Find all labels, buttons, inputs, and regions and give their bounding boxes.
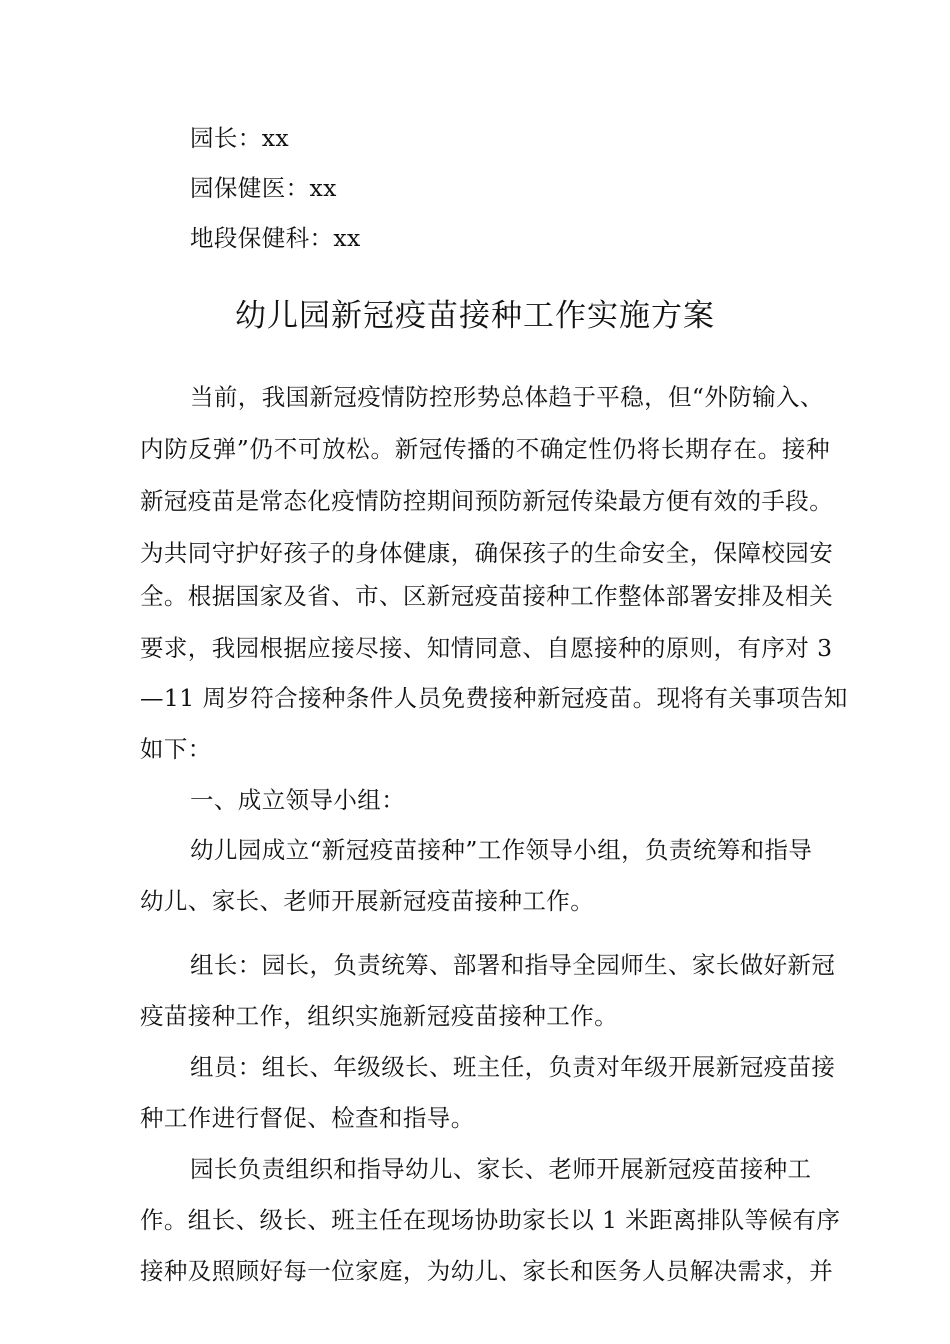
paragraph-line: 疫苗接种工作，组织实施新冠疫苗接种工作。 [140, 1002, 618, 1030]
paragraph-line: 当前，我国新冠疫情防控形势总体趋于平稳，但“外防输入、 [190, 383, 824, 411]
principal-line: 园长：xx [190, 124, 290, 152]
paragraph-line: 组员：组长、年级级长、班主任，负责对年级开展新冠疫苗接 [190, 1053, 836, 1081]
district-health-line: 地段保健科：xx [190, 224, 361, 252]
paragraph-line: 作。组长、级长、班主任在现场协助家长以 1 米距离排队等候有序 [140, 1206, 841, 1234]
paragraph-line: 全。根据国家及省、市、区新冠疫苗接种工作整体部署安排及相关 [140, 582, 834, 610]
paragraph-line: 接种及照顾好每一位家庭，为幼儿、家长和医务人员解决需求，并 [140, 1257, 834, 1285]
paragraph-line: 组长：园长，负责统筹、部署和指导全园师生、家长做好新冠 [190, 951, 836, 979]
health-doctor-line: 园保健医：xx [190, 174, 337, 202]
paragraph-line: 如下： [140, 735, 212, 763]
paragraph-line: 为共同守护好孩子的身体健康，确保孩子的生命安全，保障校园安 [140, 539, 834, 567]
document-title: 幼儿园新冠疫苗接种工作实施方案 [235, 298, 715, 334]
paragraph-line: 园长负责组织和指导幼儿、家长、老师开展新冠疫苗接种工 [190, 1155, 812, 1183]
paragraph-line: 内防反弹”仍不可放松。新冠传播的不确定性仍将长期存在。接种 [140, 435, 830, 463]
paragraph-line: —11 周岁符合接种条件人员免费接种新冠疫苗。现将有关事项告知 [140, 684, 848, 712]
paragraph-line: 幼儿园成立“新冠疫苗接种”工作领导小组，负责统筹和指导 [190, 836, 813, 864]
paragraph-line: 新冠疫苗是常态化疫情防控期间预防新冠传染最方便有效的手段。 [140, 487, 834, 515]
paragraph-line: 要求，我园根据应接尽接、知情同意、自愿接种的原则，有序对 3 [140, 634, 833, 662]
paragraph-line: 幼儿、家长、老师开展新冠疫苗接种工作。 [140, 887, 595, 915]
section-heading: 一、成立领导小组： [190, 786, 406, 814]
paragraph-line: 种工作进行督促、检查和指导。 [140, 1104, 475, 1132]
